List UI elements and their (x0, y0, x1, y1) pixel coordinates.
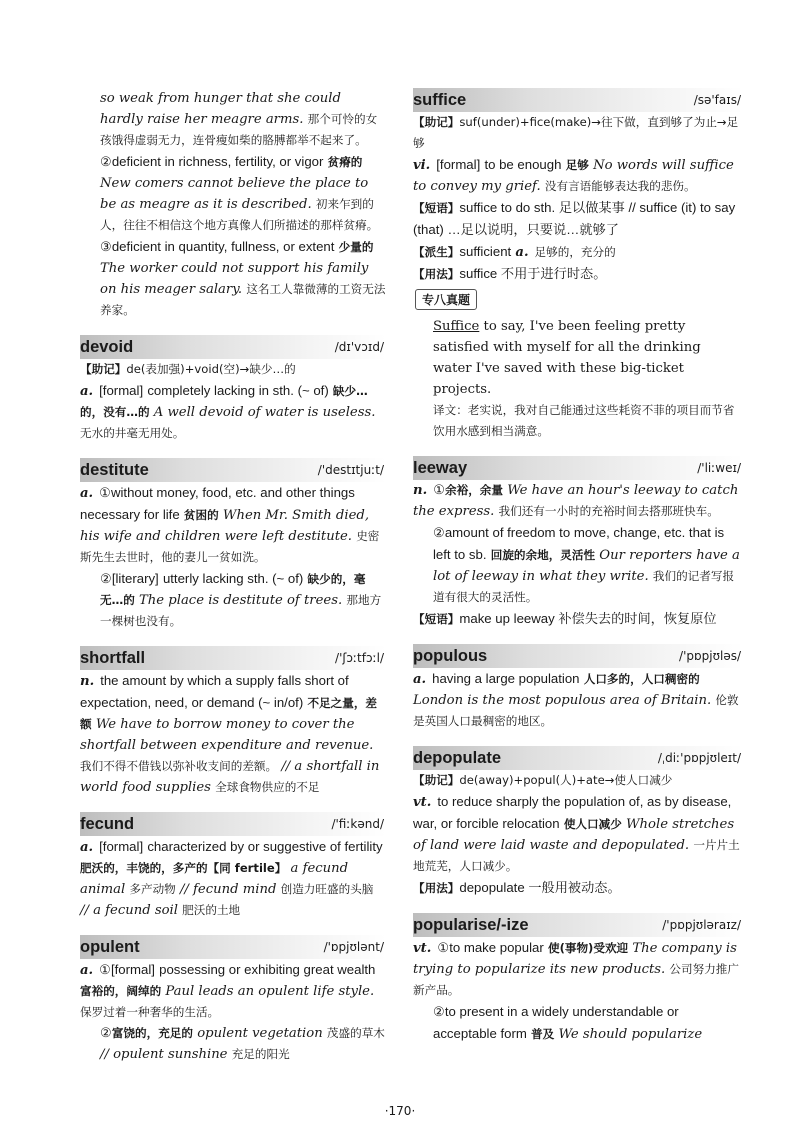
depopulate-mnemonic: 【助记】de(away)+popul(人)+ate→使人口减少 (413, 773, 673, 787)
leeway-phrase: 【短语】make up leeway 补偿失去的时间，恢复原位 (413, 611, 717, 626)
entry-depopulate: depopulate /ˌdiː'pɒpjʊleɪt/ (413, 746, 743, 770)
entry-destitute: destitute /'destɪtjuːt/ (80, 458, 386, 482)
meagre-sense-2: ②deficient in richness, fertility, or vigor 贫瘠的 New comers cannot believe the place to be as meagre as it is described. 初来乍到的人，往往不相信这个地方真像人们所描述的那样贫瘠。 (100, 154, 379, 232)
popularise-sense-2: ②to present in a widely understandable or acceptable form 普及 We should popularize (433, 1004, 703, 1042)
entry-popularise: popularise/-ize /'pɒpjʊləraɪz/ (413, 913, 743, 937)
depopulate-usage: 【用法】depopulate 一般用被动态。 (413, 880, 621, 895)
suffice-usage: 【用法】suffice 不用于进行时态。 (413, 266, 607, 281)
entry-devoid: devoid /dɪ'vɔɪd/ (80, 335, 386, 359)
meagre-continuation: so weak from hunger that she could hardly raise her meagre arms. 那个可怜的女孩饿得虚弱无力，连骨瘦如柴的胳膊都举不起来了。 (100, 91, 378, 147)
entry-fecund: fecund /'fiːkənd/ (80, 812, 386, 836)
entry-shortfall: shortfall /'ʃɔːtfɔːl/ (80, 646, 386, 670)
meagre-sense-3: ③deficient in quantity, fullness, or extent 少量的 The worker could not support his family on his meager salary. 这名工人靠微薄的工资无法养家。 (100, 239, 386, 317)
suffice-phrase: 【短语】suffice to do sth. 足以做某事 // suffice (it) to say (that) …足以说明，只要说…就够了 (413, 200, 736, 237)
suffice-mnemonic: 【助记】suf(under)+fice(make)→往下做，直到够了为止→足够 (413, 115, 739, 150)
left-column (80, 88, 386, 1065)
leeway-sense-1: n. ①余裕，余量 We have an hour's leeway to catch the express. 我们还有一小时的充裕时间去搭那班快车。 (413, 483, 739, 519)
entry-leeway: leeway /'liːweɪ/ (413, 456, 743, 480)
popularise-sense-1: vt. ①to make popular 使(事物)受欢迎 The company is trying to popularize its new products. 公司努力推广新产品。 (413, 940, 739, 997)
right-column (413, 88, 743, 1045)
entry-suffice: suffice /sə'faɪs/ (413, 88, 743, 112)
shortfall-definition: n. the amount by which a supply falls short of expectation, need, or demand (~ in/of) 不足之量，差额 We have to borrow money to cover the shortfall between expenditure and revenue. 我们不得不借钱以弥补收支间的差额。 // a shortfall in world food supplies 全球食物供应的不足 (80, 673, 380, 795)
devoid-mnemonic: 【助记】de(表加强)+void(空)→缺少…的 (80, 362, 296, 376)
destitute-sense-2: ②[literary] utterly lacking sth. (~ of) 缺少的，毫无…的 The place is destitute of trees. 那地方一棵树也没有。 (100, 571, 382, 628)
entry-opulent: opulent /'ɒpjʊlənt/ (80, 935, 386, 959)
suffice-definition: vi. [formal] to be enough 足够 No words will suffice to convey my grief. 没有言语能够表达我的悲伤。 (413, 157, 734, 194)
suffice-derivative: 【派生】sufficient a. 足够的，充分的 (413, 244, 616, 260)
page-number: ·170· (384, 1104, 416, 1118)
exam-question-text: Suffice to say, I've been feeling pretty satisfied with myself for all the drinking water I've saved with these big-ticket projects. (433, 319, 701, 397)
destitute-sense-1: a. ①without money, food, etc. and other things necessary for life 贫困的 When Mr. Smith died, his wife and children were left destitute. 史密斯先生去世时，他的妻儿一贫如洗。 (80, 485, 380, 564)
opulent-sense-1: a. ①[formal] possessing or exhibiting great wealth 富裕的，阔绰的 Paul leads an opulent life style. 保罗过着一种奢华的生活。 (80, 962, 376, 1019)
fecund-definition: a. [formal] characterized by or suggestive of fertility 肥沃的，丰饶的，多产的【同 fertile】 a fecund animal 多产动物 // fecund mind 创造力旺盛的头脑 // a fecund soil 肥沃的土地 (80, 839, 383, 918)
populous-definition: a. having a large population 人口多的，人口稠密的 London is the most populous area of Britain. 伦敦是英国人口最稠密的地区。 (413, 671, 739, 728)
exam-question-translation: 译文：老实说，我对自己能通过这些耗资不菲的项目而节省饮用水感到相当满意。 (433, 403, 735, 438)
depopulate-definition: vt. to reduce sharply the population of, as by disease, war, or forcible relocation 使人口减少 Whole stretches of land were laid waste and depopulated. 一片片土地荒芜，人口减少。 (413, 794, 740, 873)
opulent-sense-2: ②富饶的，充足的 opulent vegetation 茂盛的草木 // opulent sunshine 充足的阳光 (100, 1026, 385, 1062)
exam-question-badge: 专八真题 (415, 289, 477, 310)
leeway-sense-2: ②amount of freedom to move, change, etc. that is left to sb. 回旋的余地，灵活性 Our reporters have a lot of leeway in what they write. 我们的记者写报道有很大的灵活性。 (433, 525, 740, 604)
devoid-definition: a. [formal] completely lacking in sth. (~ of) 缺少…的，没有…的 A well devoid of water is useless. 无水的井毫无用处。 (80, 383, 376, 440)
entry-populous: populous /'pɒpjʊləs/ (413, 644, 743, 668)
